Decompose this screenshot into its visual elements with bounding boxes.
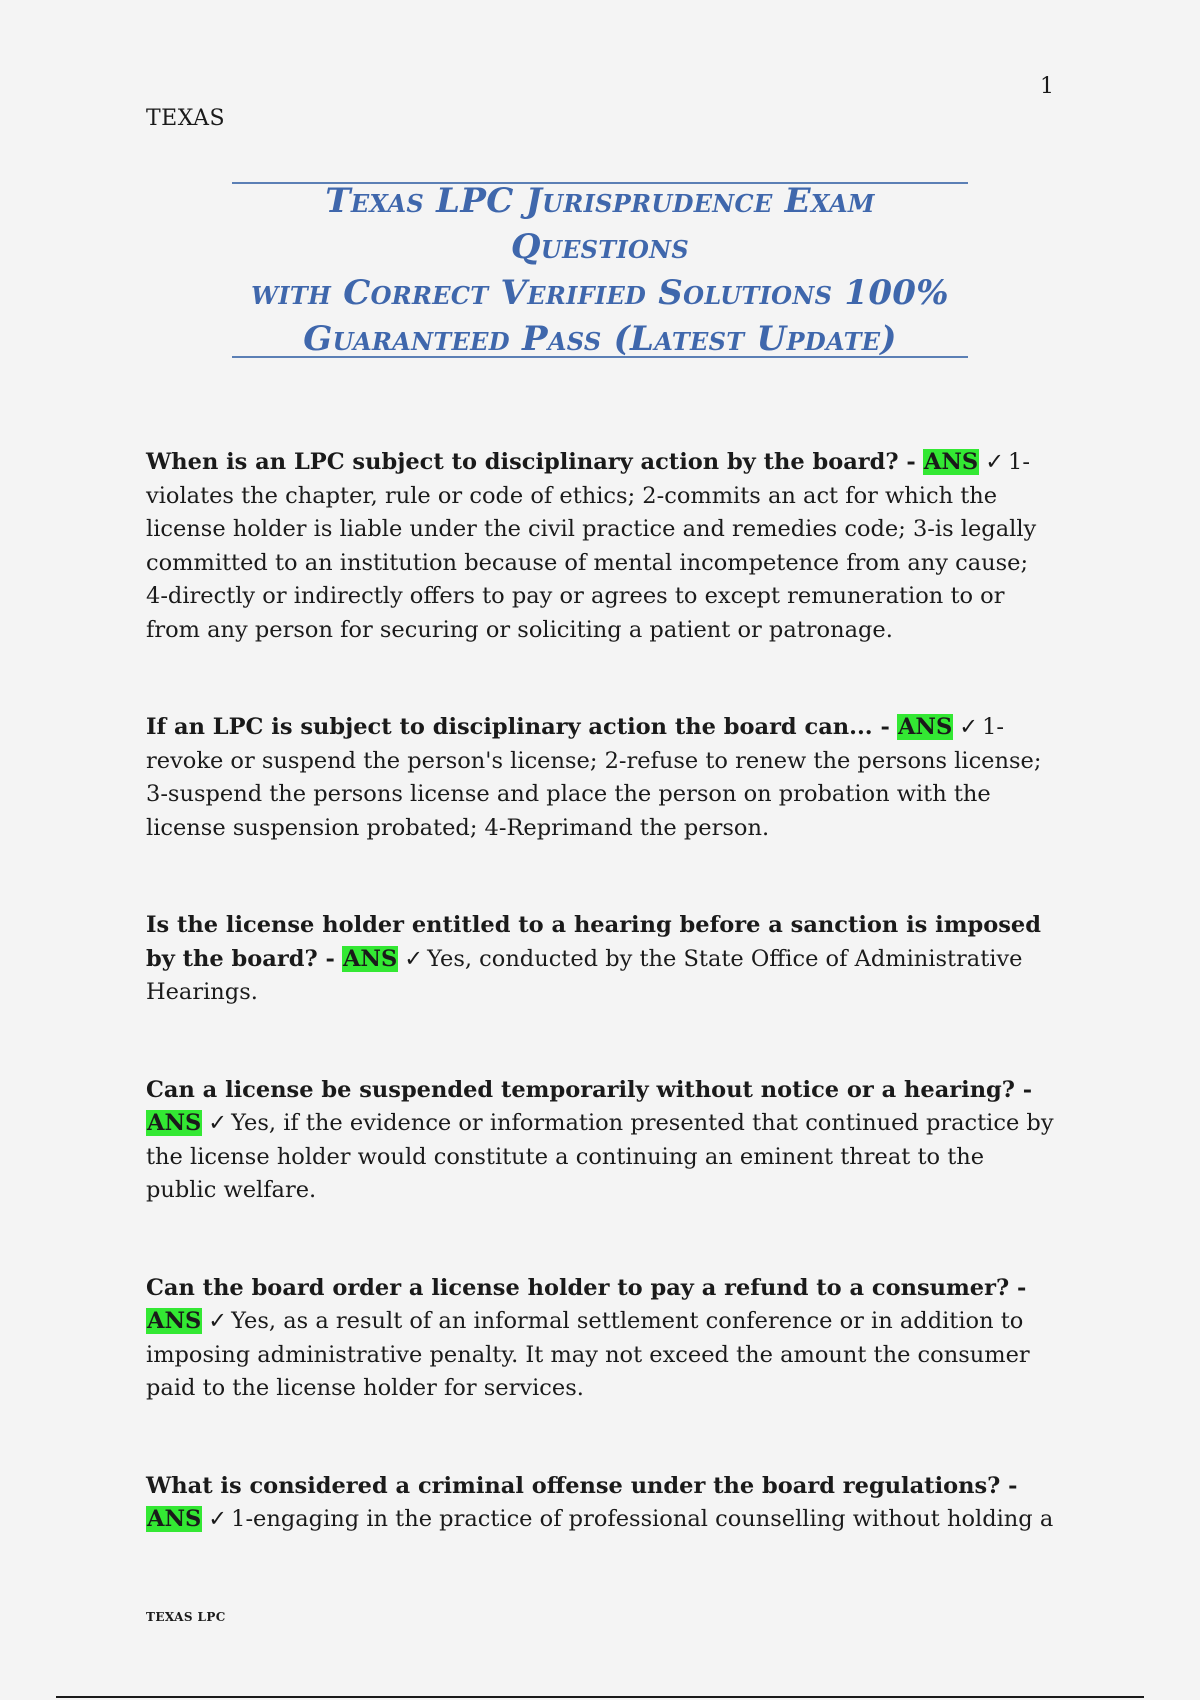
question-text: When is an LPC subject to disciplinary action by the board? - [146,449,916,475]
qa-list [146,446,1056,1537]
ans-label: ANS [897,714,953,740]
answer-text: Yes, if the evidence or information presented that continued practice by the license holder would constitute a continuing an eminent threat to the public welfare. [146,1110,1054,1203]
footer-divider [56,1696,1144,1698]
ans-label: ANS [147,1506,202,1532]
question-text: Can the board order a license holder to pay a refund to a consumer? - [146,1274,1027,1301]
ans-label: ANS [923,449,979,475]
answer-text: 1-engaging in the practice of professional counselling without holding a [231,1506,1054,1532]
check-icon: ✓ [208,1110,228,1136]
qa-item [146,1074,1056,1208]
running-footer: TEXAS LPC [146,1610,226,1624]
question-text: Can a license be suspended temporarily without notice or a hearing? - [146,1076,1033,1103]
document-title [232,178,968,362]
title-block [232,182,968,358]
running-header: TEXAS [146,106,226,131]
question-text: If an LPC is subject to disciplinary action the board can... - [146,714,890,740]
page-number: 1 [1040,74,1054,99]
ans-label: ANS [342,945,398,972]
check-icon: ✓ [208,1308,228,1334]
question-text: Is the license holder entitled to a hearing before a sanction is imposed by the board? - [146,912,1041,972]
answer-text: 1-violates the chapter, rule or code of ethics; 2-commits an act for which the license holder is liable under the civil practice and remedies code; 3-is legally committed to an institution because of mental incompetence from any cause; 4-directly or indirectly offers to pay or agrees to except remuneration to or from any person for securing or soliciting a patient or patronage. [146,449,1037,643]
check-icon: ✓ [985,449,1005,475]
answer-text: Yes, conducted by the State Office of Administrative Hearings. [146,945,1023,1005]
title-line-1: Texas LPC Jurisprudence Exam Questions [325,181,875,267]
title-line-3: Guaranteed Pass (Latest Update) [303,319,897,359]
qa-item [146,446,1056,647]
answer-text: Yes, as a result of an informal settlement conference or in addition to imposing administrative penalty. It may not exceed the amount the consumer paid to the license holder for services. [146,1308,1030,1401]
qa-item [146,711,1056,845]
answer-text: 1-revoke or suspend the person's license; 2-refuse to renew the persons license; 3-suspend the persons license and place the person on probation with the license suspension probated; 4-Reprimand the person. [146,714,1042,841]
check-icon: ✓ [404,945,424,972]
ans-label: ANS [147,1110,202,1136]
qa-item [146,1272,1056,1406]
qa-item [146,1470,1056,1537]
qa-item [146,909,1056,1010]
ans-label: ANS [147,1308,202,1334]
title-line-2: with Correct Verified Solutions 100% [251,273,949,313]
question-text: What is considered a criminal offense under the board regulations? - [146,1472,1018,1499]
check-icon: ✓ [959,714,979,740]
check-icon: ✓ [208,1506,228,1532]
